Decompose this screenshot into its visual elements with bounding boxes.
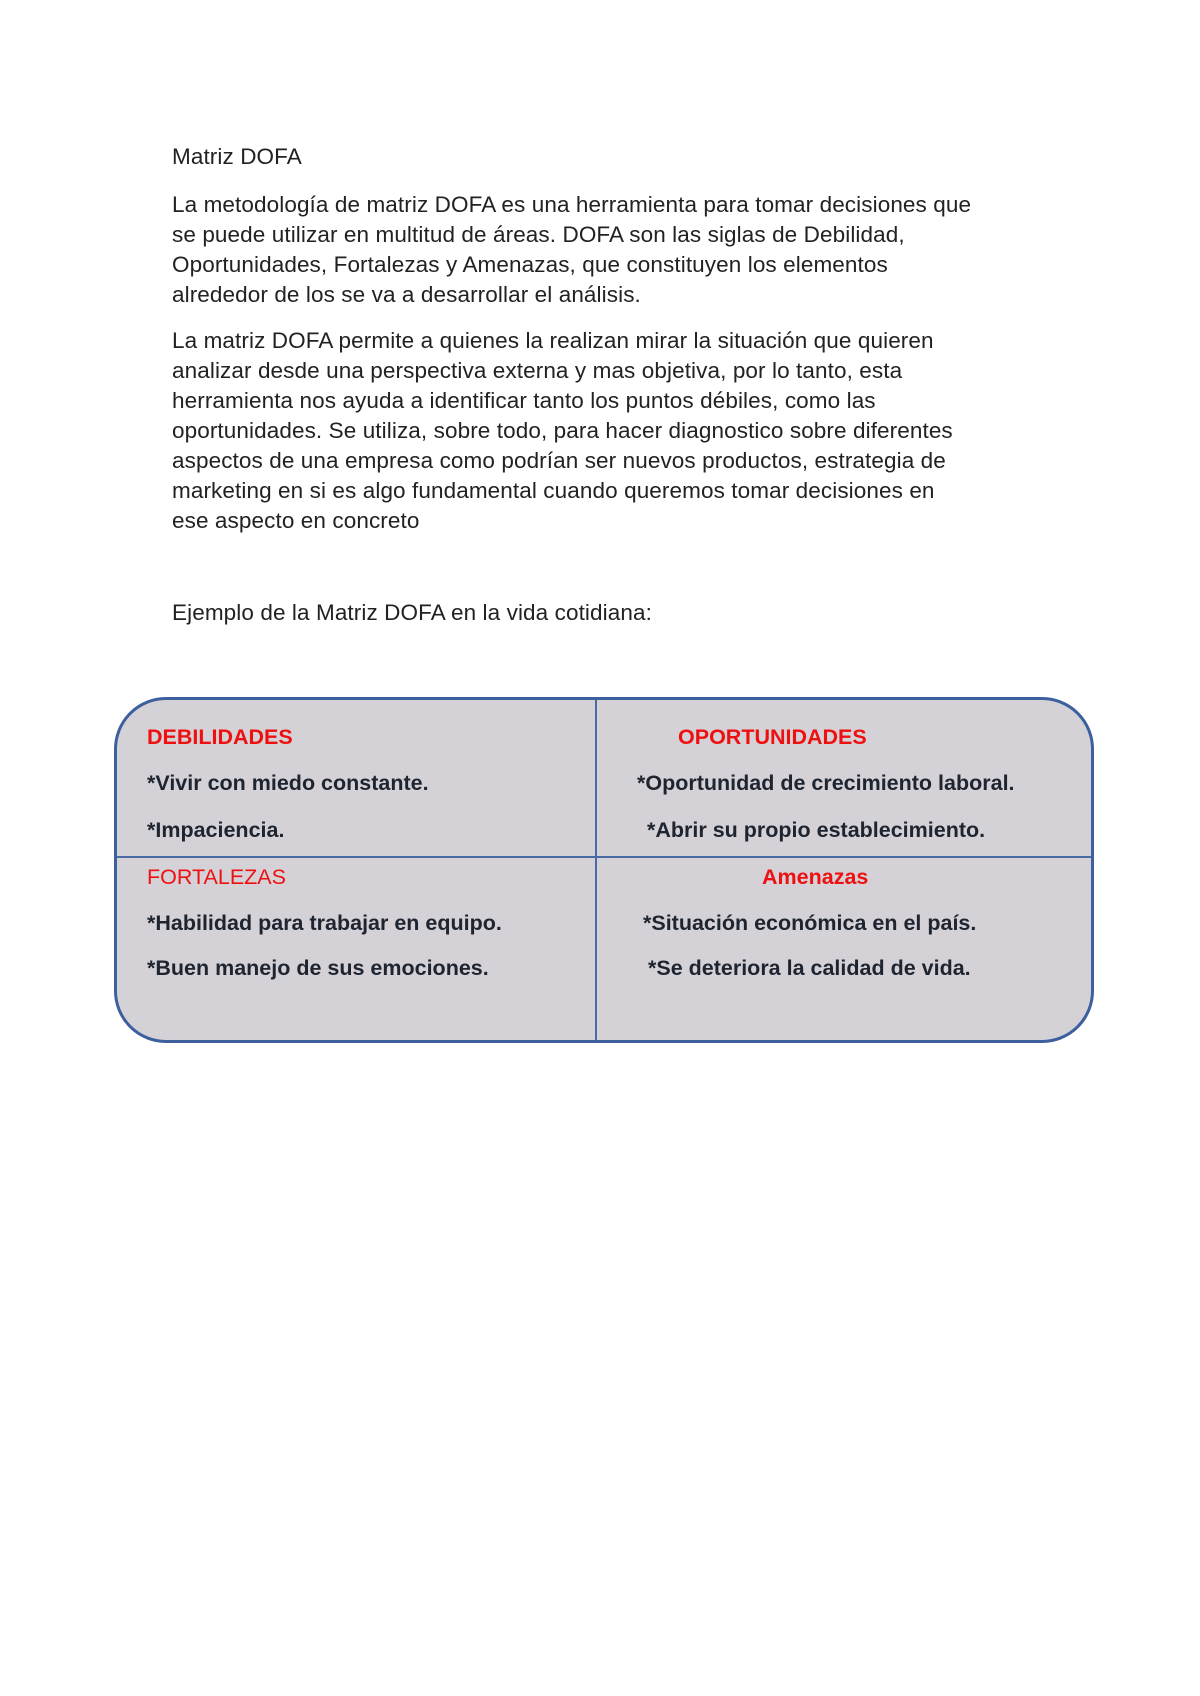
oportunidades-item: *Oportunidad de crecimiento laboral. [637, 771, 1015, 795]
fortalezas-item: *Habilidad para trabajar en equipo. [147, 911, 502, 935]
paragraph-line: ese aspecto en concreto [172, 508, 420, 533]
oportunidades-heading: OPORTUNIDADES [678, 725, 867, 749]
paragraph-line: herramienta nos ayuda a identificar tanto los puntos débiles, como las [172, 388, 876, 413]
paragraph-line: La matriz DOFA permite a quienes la realizan mirar la situación que quieren [172, 328, 934, 353]
paragraph-line: se puede utilizar en multitud de áreas. DOFA son las siglas de Debilidad, [172, 222, 905, 247]
amenazas-heading: Amenazas [762, 865, 869, 889]
amenazas-item: *Situación económica en el país. [643, 911, 977, 935]
example-label: Ejemplo de la Matriz DOFA en la vida cotidiana: [172, 600, 652, 625]
amenazas-item: *Se deteriora la calidad de vida. [648, 956, 971, 980]
paragraph-line: alrededor de los se va a desarrollar el análisis. [172, 282, 641, 307]
matrix-horizontal-divider [117, 856, 1091, 858]
paragraph-line: La metodología de matriz DOFA es una herramienta para tomar decisiones que [172, 192, 972, 217]
paragraph-line: analizar desde una perspectiva externa y mas objetiva, por lo tanto, esta [172, 358, 903, 383]
oportunidades-item: *Abrir su propio establecimiento. [647, 818, 986, 842]
paragraph-line: Oportunidades, Fortalezas y Amenazas, que constituyen los elementos [172, 252, 888, 277]
description-paragraph [172, 326, 1052, 536]
debilidades-heading: DEBILIDADES [147, 725, 293, 749]
paragraph-line: marketing en si es algo fundamental cuando queremos tomar decisiones en [172, 478, 935, 503]
matrix-vertical-divider [595, 700, 597, 1040]
fortalezas-item: *Buen manejo de sus emociones. [147, 956, 489, 980]
paragraph-line: aspectos de una empresa como podrían ser nuevos productos, estrategia de [172, 448, 946, 473]
document-title: Matriz DOFA [172, 144, 302, 169]
paragraph-line: oportunidades. Se utiliza, sobre todo, para hacer diagnostico sobre diferentes [172, 418, 953, 443]
fortalezas-heading: FORTALEZAS [147, 865, 286, 889]
dofa-matrix [114, 697, 1094, 1043]
debilidades-item: *Impaciencia. [147, 818, 285, 842]
debilidades-item: *Vivir con miedo constante. [147, 771, 429, 795]
intro-paragraph [172, 190, 1052, 310]
